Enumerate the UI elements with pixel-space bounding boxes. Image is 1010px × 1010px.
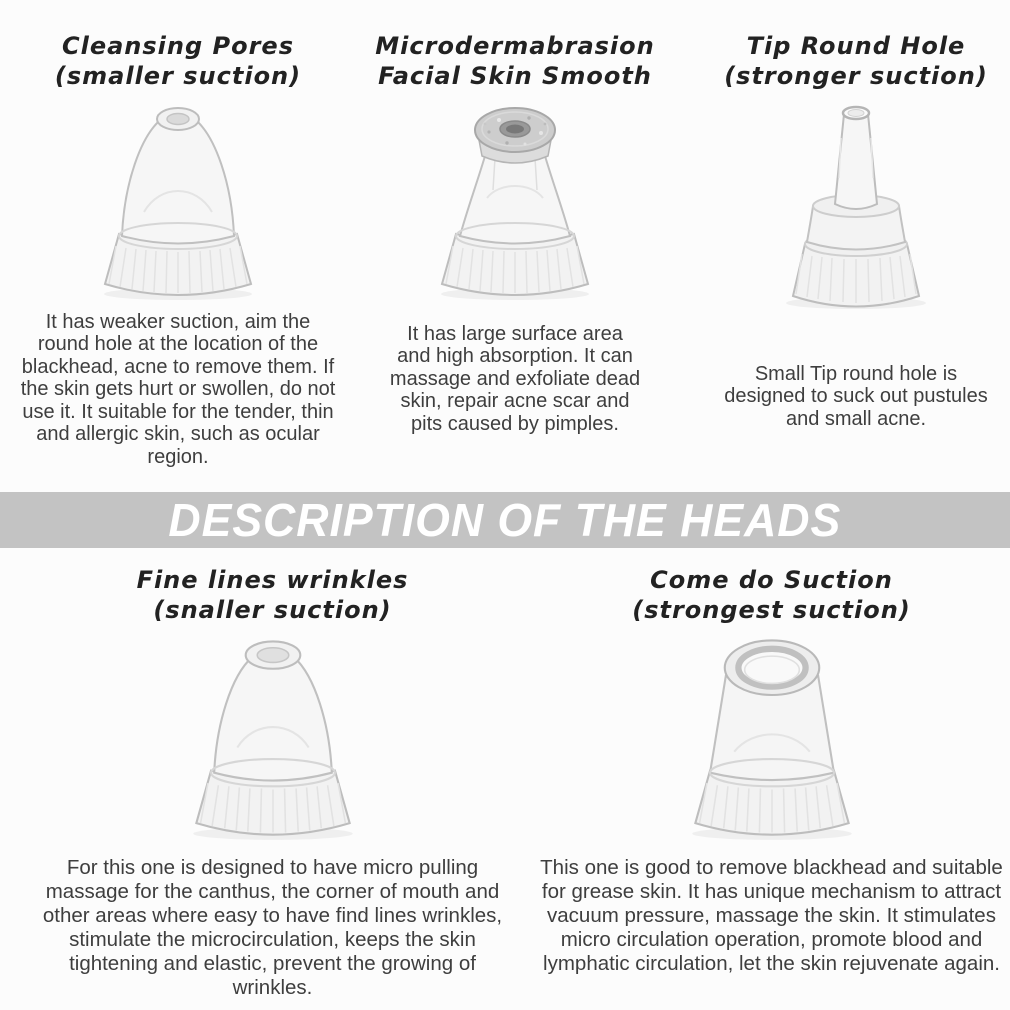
card-description: It has weaker suction, aim the round hole at the location of the blackhead, acne to remove them. If the skin gets hurt or swollen, do not use it. It suitable for the tender, thin and allergic skin, such as ocular region. (20, 310, 336, 468)
card-title-line2: (snaller suction) (153, 595, 392, 624)
card-title (375, 32, 654, 92)
card-title (55, 32, 301, 92)
card-title-line2: Facial Skin Smooth (378, 61, 652, 90)
card-title-line2: (smaller suction) (54, 61, 302, 90)
card-description: For this one is designed to have micro pulling massage for the canthus, the corner of mouth and other areas where easy to have find lines wrinkles, stimulate the microcirculation, keeps the skin tightening and elastic, prevent the growing of wrinkles. (42, 855, 503, 999)
top-row (0, 0, 1010, 492)
card-title-line1: Fine lines wrinkles (136, 566, 409, 594)
card-title-line1: Cleansing Pores (61, 32, 294, 60)
card-title-line1: Come do Suction (650, 566, 893, 594)
card-title-line2: (strongest suction) (632, 595, 911, 624)
product-card-cleansing-pores (0, 0, 356, 492)
card-title (632, 566, 911, 626)
bottom-row (0, 548, 1010, 1010)
card-description: It has large surface area and high absorption. It can massage and exfoliate dead skin, repair acne scar and pits caused by pimples. (389, 322, 641, 435)
product-card-fine-lines-wrinkles (0, 548, 505, 1010)
banner-title: DESCRIPTION OF THE HEADS (168, 494, 842, 546)
dome-medium-hole-head-image (168, 632, 378, 842)
product-card-come-do-suction (505, 548, 1010, 1010)
microdermabrasion-head-image (415, 98, 615, 303)
product-card-tip-round-hole (674, 0, 1010, 492)
card-title-line1: Tip Round Hole (746, 32, 966, 60)
card-title (724, 32, 988, 92)
card-description: This one is good to remove blackhead and suitable for grease skin. It has unique mechanism to attract vacuum pressure, massage the skin. It stimulates micro circulation operation, promote blood and lymphatic circulation, let the skin rejuvenate again. (540, 855, 1003, 975)
card-description: Small Tip round hole is designed to suck out pustules and small acne. (724, 362, 988, 430)
small-tip-head-image (756, 98, 956, 313)
section-banner (0, 492, 1010, 548)
card-title (137, 566, 409, 626)
dome-small-hole-head-image (78, 98, 278, 303)
big-hole-head-image (667, 632, 877, 842)
card-title-line2: (stronger suction) (724, 61, 988, 90)
product-card-microdermabrasion (356, 0, 674, 492)
card-title-line1: Microdermabrasion (375, 32, 655, 60)
